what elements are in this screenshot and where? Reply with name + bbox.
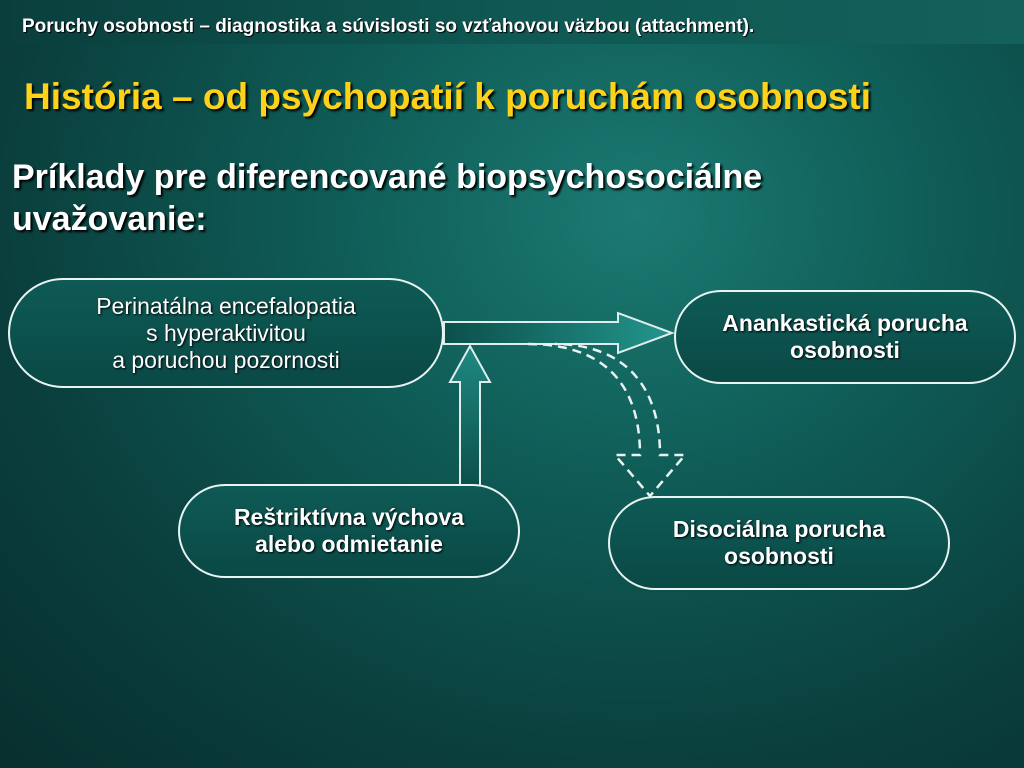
node-label-line: alebo odmietanie [255, 531, 443, 557]
node-label-line: osobnosti [790, 337, 900, 363]
node-label-line: Disociálna porucha [672, 516, 886, 542]
subtitle-line-1: Príklady pre diferencované biopsychosociálne [12, 158, 763, 196]
node-label-line: a poruchou pozornosti [112, 346, 340, 373]
node-restrictive-upbringing [178, 484, 520, 578]
node-label-line: osobnosti [724, 543, 834, 569]
node-label-line: Reštriktívna výchova [233, 504, 465, 530]
node-anankastic-disorder [674, 290, 1016, 384]
node-label-line: Perinatálna encefalopatia [96, 292, 356, 319]
presentation-topic: Poruchy osobnosti – diagnostika a súvislosti so vzťahovou väzbou (attachment). [22, 16, 755, 37]
slide-title: História – od psychopatií k poruchám osobnosti [24, 76, 872, 117]
node-dissocial-disorder [608, 496, 950, 590]
node-perinatal-encephalopathy [8, 278, 444, 388]
subtitle-line-2: uvažovanie: [12, 200, 207, 238]
arrow-restrictive-to-edge [450, 346, 490, 486]
arrow-edge-to-dissocial [528, 344, 685, 496]
node-label-line: Anankastická porucha [722, 310, 968, 336]
node-label-line: s hyperaktivitou [146, 319, 306, 346]
